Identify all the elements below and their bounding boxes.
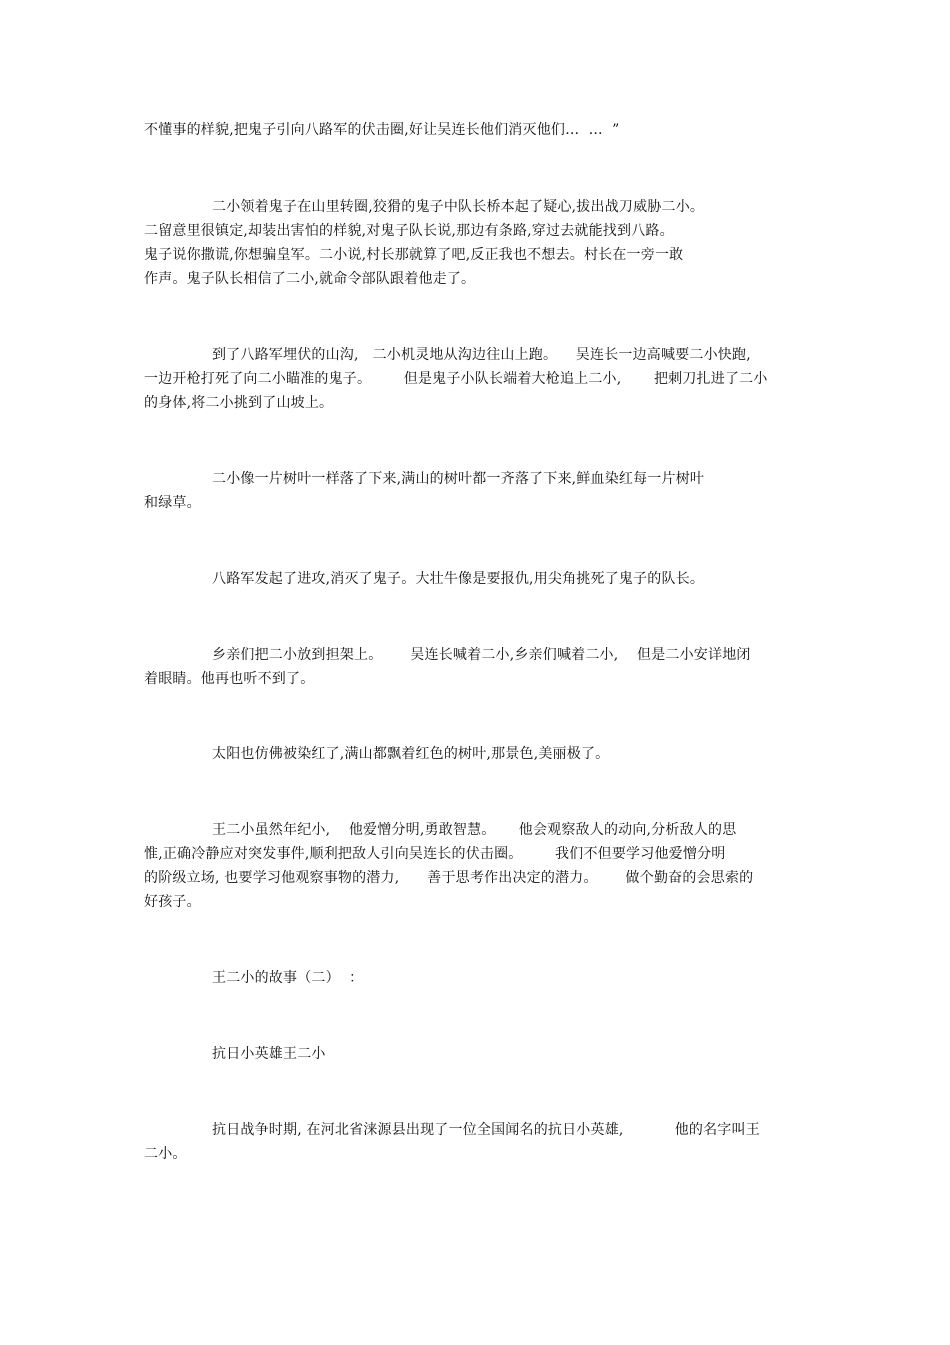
text-line: 作声。鬼子队长相信了二小,就命令部队跟着他走了。 xyxy=(144,271,476,287)
text-line: 二小领着鬼子在山里转圈,狡猾的鬼子中队长桥本起了疑心,拔出战刀威胁二小。 xyxy=(212,199,705,215)
text-line: 惟,正确冷静应对突发事件,顺利把敌人引向吴连长的伏击圈。 我们不但要学习他爱憎分明 xyxy=(144,846,726,862)
text-line: 二小像一片树叶一样落了下来,满山的树叶都一齐落了下来,鲜血染红每一片树叶 xyxy=(212,471,705,487)
text-line: 乡亲们把二小放到担架上。 吴连长喊着二小,乡亲们喊着二小, 但是二小安详地闭 xyxy=(212,647,751,663)
text-line: 的阶级立场, 也要学习他观察事物的潜力, 善于思考作出决定的潜力。 做个勤奋的会思索的 xyxy=(144,870,754,886)
text-line: 八路军发起了进攻,消灭了鬼子。大壮牛像是要报仇,用尖角挑死了鬼子的队长。 xyxy=(212,571,705,587)
text-line: 和绿草。 xyxy=(144,495,201,511)
text-line: 抗日战争时期, 在河北省涞源县出现了一位全国闻名的抗日小英雄, 他的名字叫王 xyxy=(212,1122,760,1138)
story-title: 抗日小英雄王二小 xyxy=(212,1046,326,1062)
text-line: 鬼子说你撒谎,你想骗皇军。二小说,村长那就算了吧,反正我也不想去。村长在一旁一敢 xyxy=(144,247,684,263)
text-line: 到了八路军埋伏的山沟, 二小机灵地从沟边往山上跑。 吴连长一边高喊要二小快跑, xyxy=(212,347,751,363)
text-line: 不懂事的样貌,把鬼子引向八路军的伏击圈,好让吴连长他们消灭他们… … ” xyxy=(144,122,620,138)
text-line: 的身体,将二小挑到了山坡上。 xyxy=(144,395,334,411)
text-line: 太阳也仿佛被染红了,满山都飘着红色的树叶,那景色,美丽极了。 xyxy=(212,746,610,762)
text-line: 二留意里很镇定,却装出害怕的样貌,对鬼子队长说,那边有条路,穿过去就能找到八路。 xyxy=(144,223,674,239)
text-line: 着眼睛。他再也听不到了。 xyxy=(144,671,315,687)
text-line: 王二小虽然年纪小, 他爱憎分明,勇敢智慧。 他会观察敌人的动向,分析敌人的思 xyxy=(212,822,737,838)
text-line: 好孩子。 xyxy=(144,894,201,910)
text-line: 二小。 xyxy=(144,1146,187,1162)
section-title: 王二小的故事（二） ： xyxy=(212,970,364,986)
text-line: 一边开枪打死了向二小瞄准的鬼子。 但是鬼子小队长端着大枪追上二小, 把刺刀扎进了二小 xyxy=(144,371,768,387)
